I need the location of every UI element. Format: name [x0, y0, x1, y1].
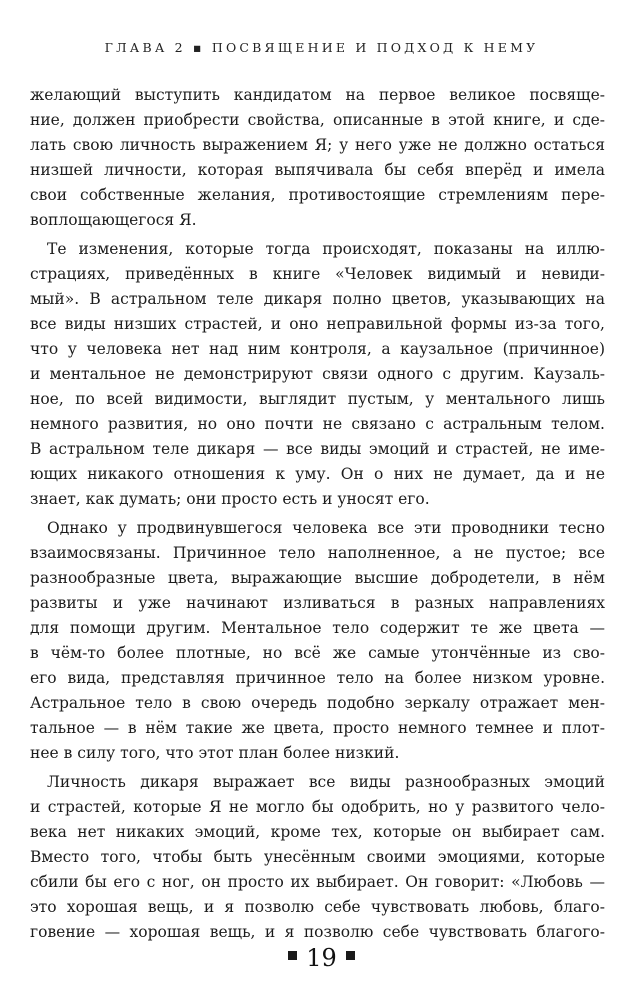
- text-line: желающий выступить кандидатом на первое великое посвяще-: [30, 86, 605, 104]
- text-line: и страстей, которые Я не могло бы одобрить, но у развитого чело-: [30, 798, 605, 816]
- text-line: Личность дикаря выражает все виды разнообразных эмоций: [47, 773, 605, 791]
- text-line: что у человека нет над ним контроля, а каузальное (причинное): [30, 340, 605, 358]
- paragraph: [30, 516, 605, 766]
- text-line: немного развития, но оно почти не связано с астральным телом.: [30, 415, 605, 433]
- text-line: и ментальное не демонстрируют связи одного с другим. Каузаль-: [30, 365, 605, 383]
- body-text: [30, 83, 605, 945]
- running-header: ГЛАВА 2 ▪ ПОСВЯЩЕНИЕ И ПОДХОД К НЕМУ: [104, 40, 539, 55]
- text-line: низшей личности, которая выпячивала бы себя вперёд и имела: [30, 161, 605, 179]
- text-line: века нет никаких эмоций, кроме тех, которые он выбирает сам.: [30, 823, 605, 841]
- square-ornament-icon: [346, 951, 355, 960]
- text-line: разнообразные цвета, выражающие высшие добродетели, в нём: [30, 569, 605, 587]
- text-line: ющих никакого отношения к уму. Он о них не думает, да и не: [30, 465, 605, 483]
- text-line: ние, должен приобрести свойства, описанные в этой книге, и сде-: [30, 111, 605, 129]
- square-ornament-icon: [288, 951, 297, 960]
- text-line: развиты и уже начинают изливаться в разных направлениях: [30, 594, 605, 612]
- text-line: взаимосвязаны. Причинное тело наполненное, а не пустое; все: [30, 544, 605, 562]
- paragraph: [30, 237, 605, 512]
- text-line: В астральном теле дикаря — все виды эмоций и страстей, не име-: [30, 440, 605, 458]
- text-line: ное, по всей видимости, выглядит пустым, у ментального лишь: [30, 390, 605, 408]
- page-number-value: 19: [306, 943, 337, 972]
- text-line: сбили бы его с ног, он просто их выбирает. Он говорит: «Любовь —: [30, 873, 605, 891]
- text-line: знает, как думать; они просто есть и уносят его.: [30, 490, 430, 508]
- text-line: в чём-то более плотные, но всё же самые утончённые из сво-: [30, 644, 605, 662]
- text-line: тальное — в нём такие же цвета, просто немного темнее и плот-: [30, 719, 605, 737]
- text-line: для помощи другим. Ментальное тело содержит те же цвета —: [30, 619, 605, 637]
- text-line: мый». В астральном теле дикаря полно цветов, указывающих на: [30, 290, 605, 308]
- text-line: Вместо того, чтобы быть унесённым своими эмоциями, которые: [30, 848, 605, 866]
- text-line: это хорошая вещь, и я позволю себе чувствовать любовь, благо-: [30, 898, 605, 916]
- paragraph: [30, 770, 605, 945]
- text-line: все виды низших страстей, и оно неправильной формы из-за того,: [30, 315, 605, 333]
- page-number: [0, 942, 643, 972]
- text-line: страциях, приведённых в книге «Человек видимый и невиди-: [30, 265, 605, 283]
- text-line: его вида, представляя причинное тело на более низком уровне.: [30, 669, 605, 687]
- text-line: Однако у продвинувшегося человека все эти проводники тесно: [47, 519, 605, 537]
- text-line: воплощающегося Я.: [30, 211, 197, 229]
- text-line: нее в силу того, что этот план более низкий.: [30, 744, 400, 762]
- text-line: говение — хорошая вещь, и я позволю себе чувствовать благого-: [30, 923, 605, 941]
- paragraph: [30, 83, 605, 233]
- text-line: лать свою личность выражением Я; у него уже не должно остаться: [30, 136, 605, 154]
- text-line: свои собственные желания, противостоящие стремлениям пере-: [30, 186, 605, 204]
- text-line: Астральное тело в свою очередь подобно зеркалу отражает мен-: [30, 694, 605, 712]
- text-line: Те изменения, которые тогда происходят, показаны на иллю-: [47, 240, 605, 258]
